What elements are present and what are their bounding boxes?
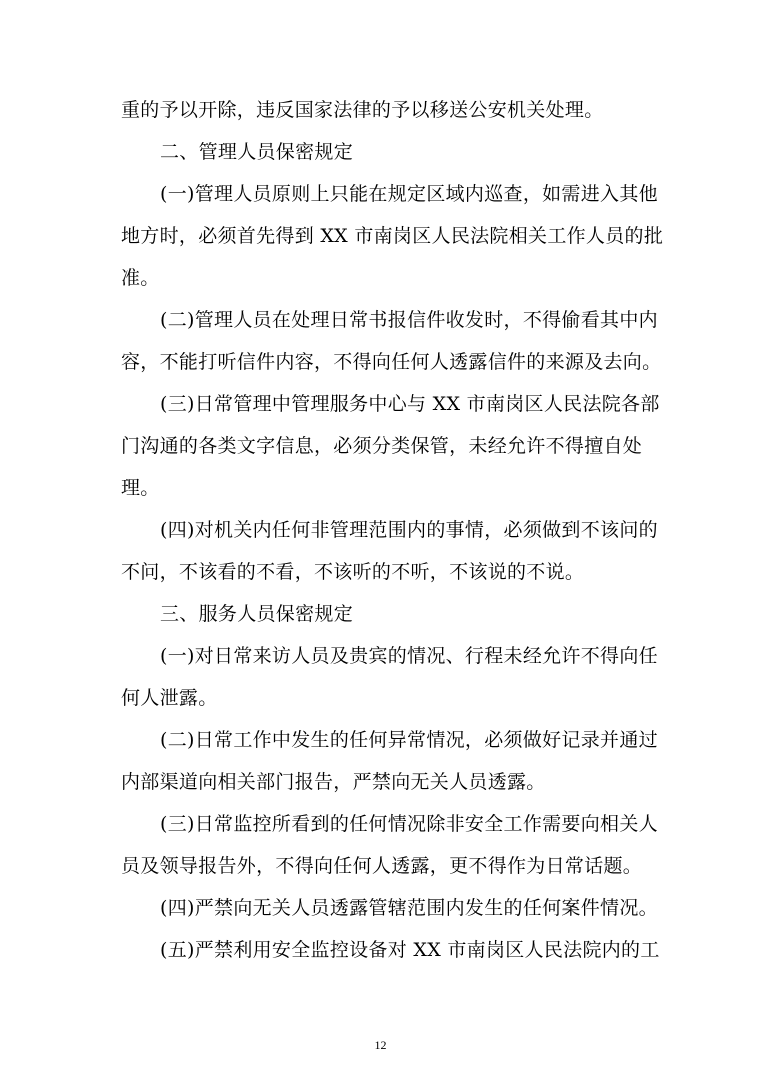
text-line: (四)严禁向无关人员透露管辖范围内发生的任何案件情况。	[160, 897, 658, 919]
text-line: (三)日常监控所看到的任何情况除非安全工作需要向相关人	[160, 813, 658, 835]
text-line: 理。	[121, 477, 160, 499]
text-line: 容，不能打听信件内容，不得向任何人透露信件的来源及去向。	[121, 351, 662, 373]
text-line: 何人泄露。	[121, 687, 218, 709]
text-line: 内部渠道向相关部门报告，严禁向无关人员透露。	[121, 771, 546, 793]
text-line: (一)管理人员原则上只能在规定区域内巡查，如需进入其他	[160, 183, 658, 205]
text-line: (四)对机关内任何非管理范围内的事情，必须做到不该问的	[160, 519, 658, 541]
text-line: 准。	[121, 267, 160, 289]
text-line: 门沟通的各类文字信息，必须分类保管，未经允许不得擅自处	[121, 435, 643, 457]
text-line: 地方时，必须首先得到 XX 市南岗区人民法院相关工作人员的批	[121, 225, 664, 247]
text-line: 不问，不该看的不看，不该听的不听，不该说的不说。	[121, 561, 585, 583]
text-line: (五)严禁利用安全监控设备对 XX 市南岗区人民法院内的工	[160, 939, 660, 961]
text-line: 重的予以开除，违反国家法律的予以移送公安机关处理。	[121, 99, 604, 121]
section-heading: 二、管理人员保密规定	[160, 141, 354, 163]
text-line: (二)管理人员在处理日常书报信件收发时，不得偷看其中内	[160, 309, 658, 331]
text-line: (一)对日常来访人员及贵宾的情况、行程未经允许不得向任	[160, 645, 658, 667]
text-line: 员及领导报告外，不得向任何人透露，更不得作为日常话题。	[121, 855, 643, 877]
page-number: 12	[374, 1038, 387, 1052]
text-line: (二)日常工作中发生的任何异常情况，必须做好记录并通过	[160, 729, 658, 751]
section-heading: 三、服务人员保密规定	[160, 603, 354, 625]
text-line: (三)日常管理中管理服务中心与 XX 市南岗区人民法院各部	[160, 393, 660, 415]
